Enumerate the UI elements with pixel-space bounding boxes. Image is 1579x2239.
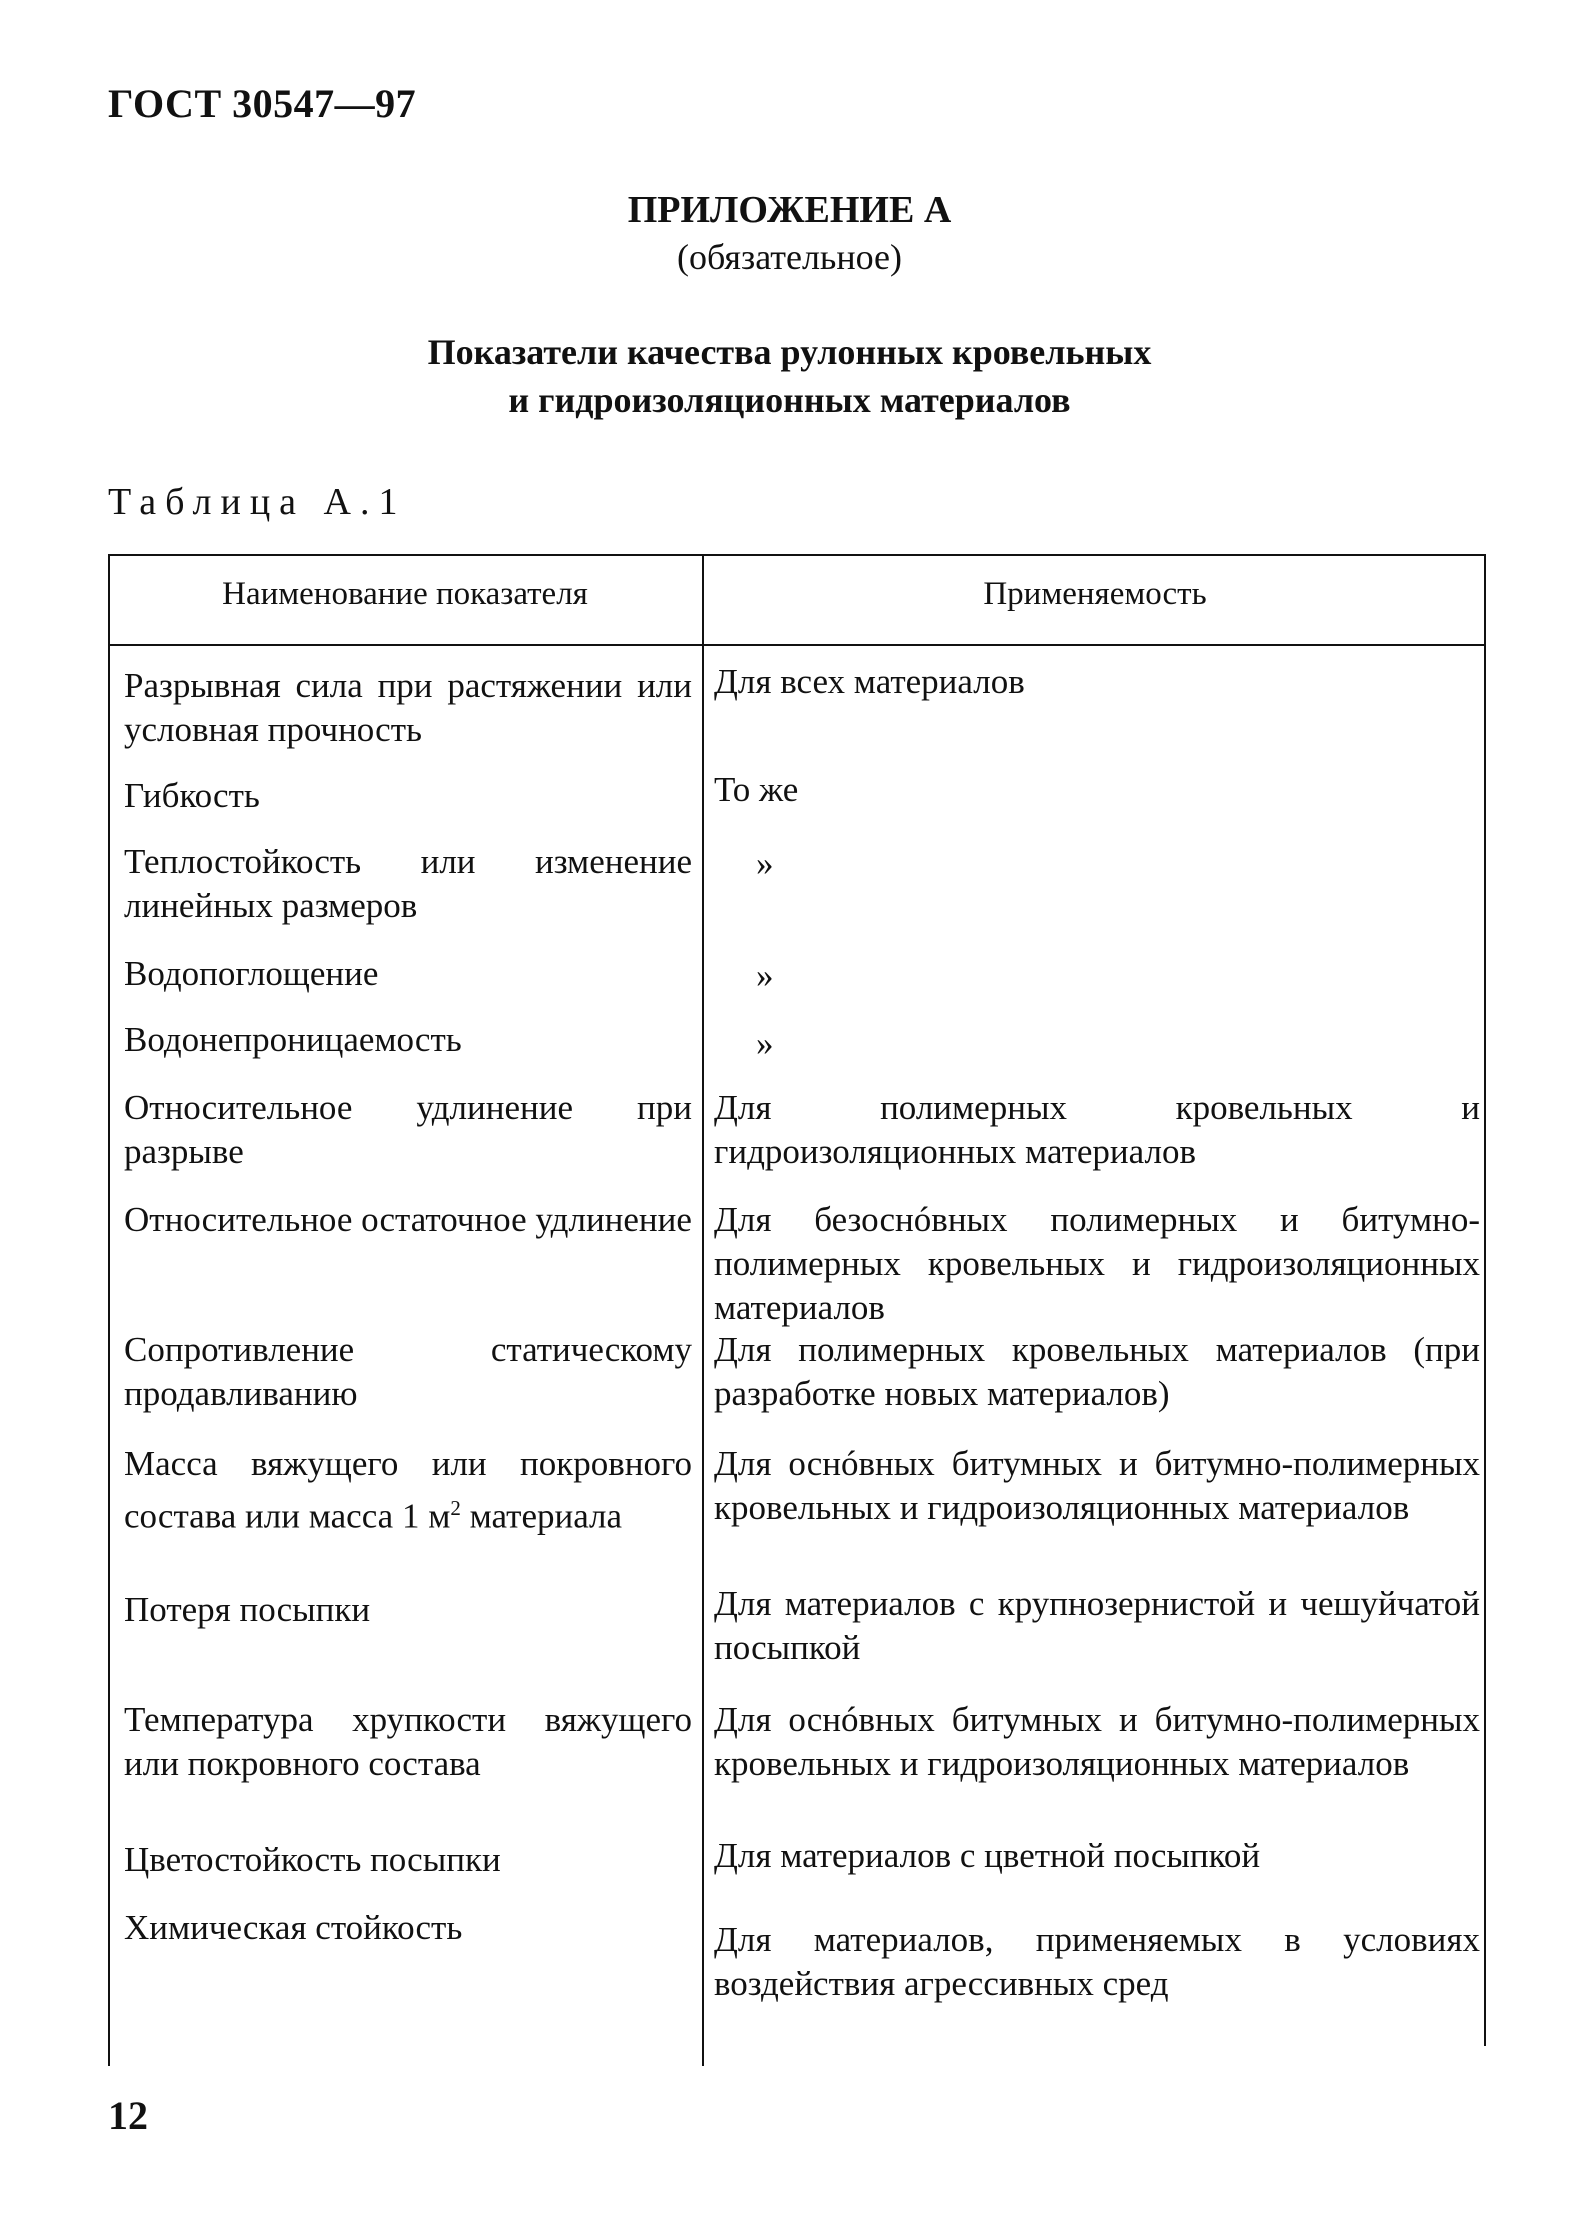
row-1-applicability: Для всех материалов xyxy=(714,662,1025,701)
row-6-applicability: Для полимерных кровельных и гидроизоляционных материалов xyxy=(714,1088,1480,1171)
row-11-indicator: Температура хрупкости вяжущего или покровного состава xyxy=(124,1700,692,1783)
table-header-applicability: Применяемость xyxy=(983,576,1207,612)
table-header-indicator: Наименование показателя xyxy=(222,576,588,612)
row-3-indicator: Теплостойкость или изменение линейных размеров xyxy=(124,842,692,925)
row-6-indicator: Относительное удлинение при разрыве xyxy=(124,1088,692,1171)
row-9-indicator: Масса вяжущего или покровного состава или масса 1 $м^2$ материала xyxy=(124,1444,692,1536)
annex-title: ПРИЛОЖЕНИЕ А xyxy=(627,189,952,231)
annex-heading-line-2: и гидроизоляционных материалов xyxy=(508,380,1071,420)
page-number: 12 xyxy=(108,2093,148,2138)
row-12-applicability: Для материалов с цветной посыпкой xyxy=(714,1836,1261,1875)
row-7-indicator: Относительное остаточное удлинение xyxy=(124,1200,692,1239)
row-8-applicability: Для полимерных кровельных материалов (при разработке новых материалов) xyxy=(714,1330,1480,1413)
row-4-indicator: Водопоглощение xyxy=(124,954,379,993)
table-column-divider xyxy=(702,556,704,2066)
row-13-indicator: Химическая стойкость xyxy=(124,1908,463,1947)
row-2-indicator: Гибкость xyxy=(124,776,260,815)
table-caption: Таблица А.1 xyxy=(108,481,407,523)
row-3-applicability: » xyxy=(756,844,774,883)
row-10-indicator: Потеря посыпки xyxy=(124,1590,371,1629)
row-7-applicability: Для безоснóвных полимерных и битумно-полимерных кровельных и гидроизоляционных материалов xyxy=(714,1200,1480,1327)
row-4-applicability: » xyxy=(756,956,774,995)
row-1-indicator: Разрывная сила при растяжении или условная прочность xyxy=(124,666,692,749)
table-header-rule xyxy=(108,644,1486,646)
table-border-left xyxy=(108,556,110,2066)
annex-status: (обязательное) xyxy=(677,237,902,277)
annex-heading xyxy=(0,328,1579,424)
row-8-indicator: Сопротивление статическому продавливанию xyxy=(124,1330,692,1413)
row-2-applicability: То же xyxy=(714,770,799,809)
row-11-applicability: Для оснóвных битумных и битумно-полимерных кровельных и гидроизоляционных материалов xyxy=(714,1700,1480,1783)
row-5-indicator: Водонепроницаемость xyxy=(124,1020,462,1059)
row-9-applicability: Для оснóвных битумных и битумно-полимерных кровельных и гидроизоляционных материалов xyxy=(714,1444,1480,1527)
row-13-applicability: Для материалов, применяемых в условиях воздействия агрессивных сред xyxy=(714,1920,1480,2003)
row-5-applicability: » xyxy=(756,1024,774,1063)
row-12-indicator: Цветостойкость посыпки xyxy=(124,1840,501,1879)
row-10-applicability: Для материалов с крупнозернистой и чешуйчатой посыпкой xyxy=(714,1584,1480,1667)
document-code: ГОСТ 30547—97 xyxy=(108,81,417,126)
annex-heading-line-1: Показатели качества рулонных кровельных xyxy=(427,332,1152,372)
table-border-right xyxy=(1484,556,1486,2046)
quality-indicators-table xyxy=(108,554,1486,2066)
